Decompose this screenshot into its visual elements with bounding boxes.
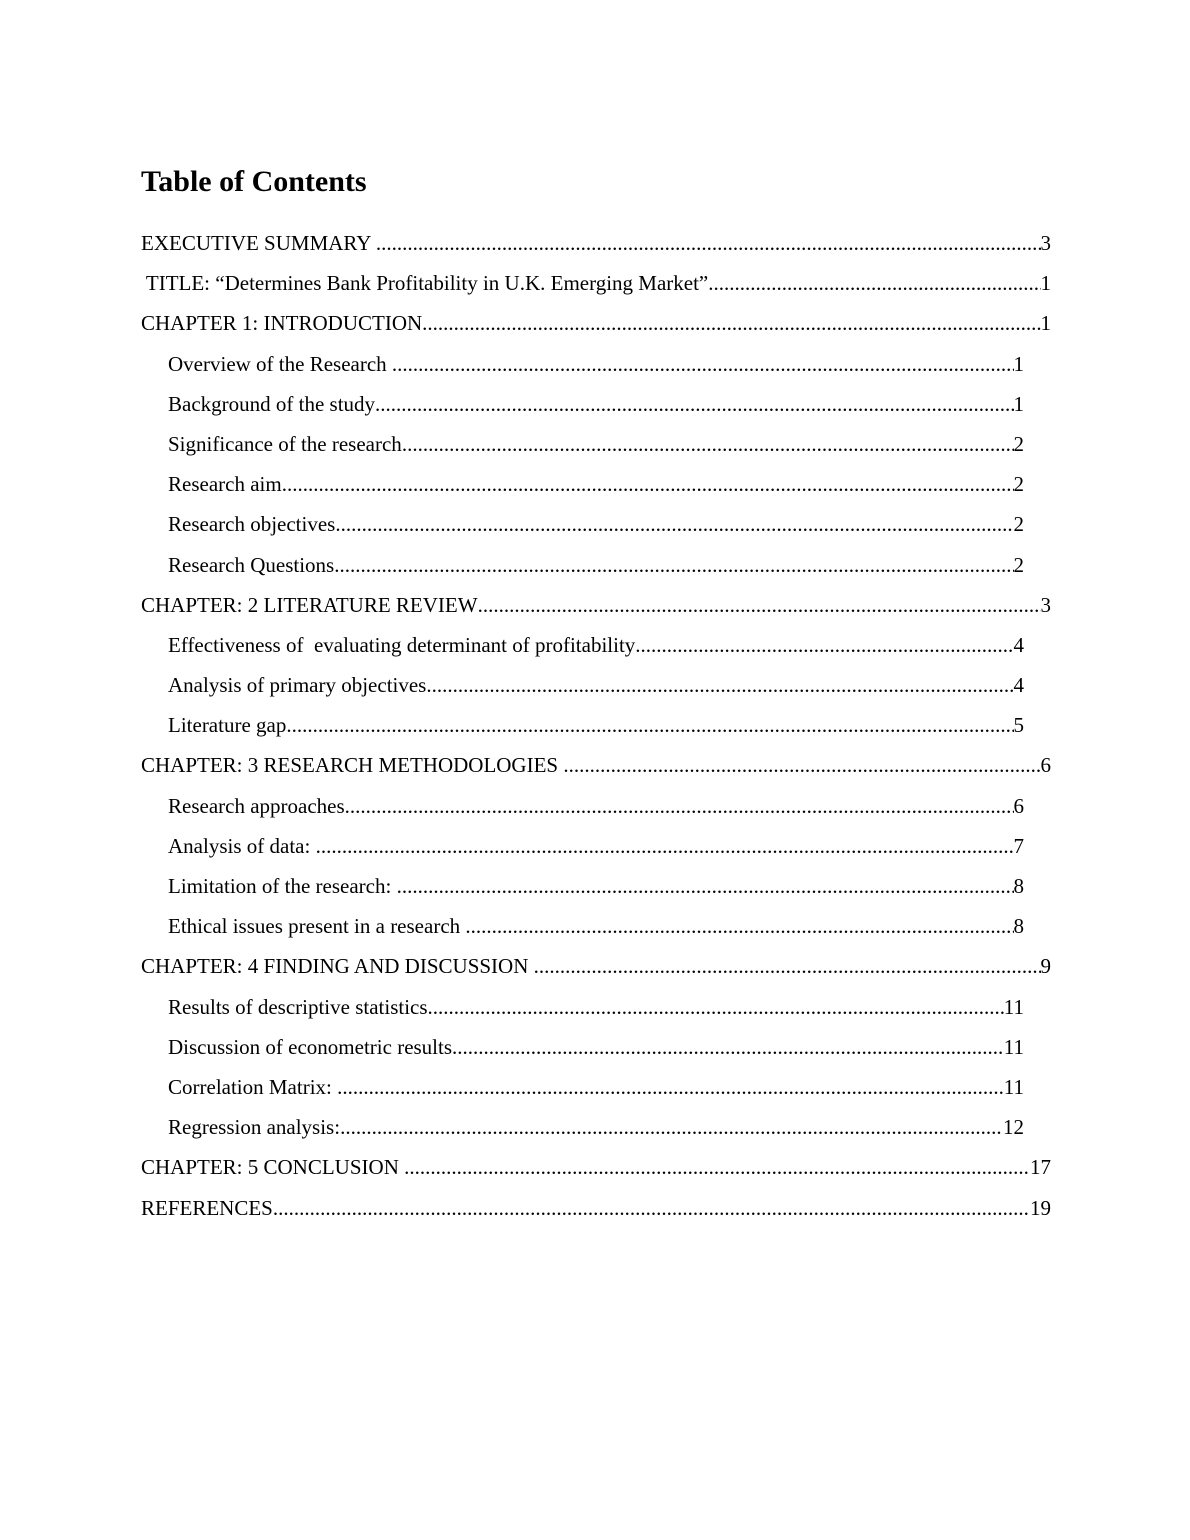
toc-subentry[interactable] <box>168 909 1024 949</box>
toc-entry-row[interactable] <box>168 869 1024 903</box>
toc-dot-leader <box>452 1030 1004 1064</box>
toc-dot-leader <box>708 266 1040 300</box>
toc-entry-label: Overview of the Research <box>168 351 392 376</box>
toc-entry-label: CHAPTER: 3 RESEARCH METHODOLOGIES <box>141 753 564 778</box>
toc-entry-row[interactable] <box>141 748 1051 782</box>
toc-page-number: 4 <box>1013 673 1024 698</box>
toc-entry-row[interactable] <box>168 548 1024 582</box>
toc-page-number: 8 <box>1013 914 1024 939</box>
toc-entry-row[interactable] <box>168 990 1024 1024</box>
toc-page-number: 19 <box>1030 1195 1051 1220</box>
toc-entry[interactable] <box>141 1150 1051 1190</box>
toc-dot-leader <box>478 588 1041 622</box>
toc-entry-label: Literature gap <box>168 713 287 738</box>
toc-page-number: 2 <box>1013 512 1024 537</box>
toc-page-number: 6 <box>1040 753 1051 778</box>
toc-entry-label: Significance of the research <box>168 431 402 456</box>
toc-dot-leader <box>404 1150 1030 1184</box>
toc-entry-label: Analysis of data: <box>168 833 316 858</box>
toc-dot-leader <box>402 427 1014 461</box>
toc-entry-label: Research Questions <box>168 552 335 577</box>
toc-entry[interactable] <box>141 949 1051 989</box>
toc-entry-row[interactable] <box>141 949 1051 983</box>
toc-page-number: 6 <box>1013 793 1024 818</box>
toc-page-number: 11 <box>1003 994 1024 1019</box>
toc-dot-leader <box>465 909 1013 943</box>
toc-entry-row[interactable] <box>141 1150 1051 1184</box>
toc-subentry[interactable] <box>168 990 1024 1030</box>
toc-dot-leader <box>334 548 1013 582</box>
toc-entry-row[interactable] <box>168 347 1024 381</box>
toc-page-number: 7 <box>1013 833 1024 858</box>
toc-dot-leader <box>337 1070 1004 1104</box>
toc-entry-row[interactable] <box>141 588 1051 622</box>
toc-dot-leader <box>335 507 1013 541</box>
toc-subentry[interactable] <box>168 387 1024 427</box>
toc-subentry[interactable] <box>168 427 1024 467</box>
toc-entry-row[interactable] <box>141 266 1051 300</box>
toc-subentry[interactable] <box>168 1110 1024 1150</box>
toc-entry-label: Research approaches <box>168 793 345 818</box>
toc-page-number: 2 <box>1013 472 1024 497</box>
toc-page-number: 12 <box>1003 1115 1024 1140</box>
toc-page-number: 1 <box>1013 391 1024 416</box>
toc-subentry[interactable] <box>168 507 1024 547</box>
toc-page-number: 1 <box>1040 271 1051 296</box>
toc-entry-row[interactable] <box>168 427 1024 461</box>
toc-entry-row[interactable] <box>168 387 1024 421</box>
toc-page-number: 9 <box>1040 954 1051 979</box>
toc-entry-label: CHAPTER: 2 LITERATURE REVIEW <box>141 592 478 617</box>
toc-dot-leader <box>534 949 1041 983</box>
toc-dot-leader <box>345 789 1014 823</box>
toc-entry-row[interactable] <box>168 507 1024 541</box>
toc-page-number: 11 <box>1003 1074 1024 1099</box>
toc-entry-row[interactable] <box>141 226 1051 260</box>
toc-entry-label: Ethical issues present in a research <box>168 914 466 939</box>
toc-subentry[interactable] <box>168 467 1024 507</box>
toc-dot-leader <box>273 1191 1030 1225</box>
toc-entry[interactable] <box>141 1191 1051 1231</box>
toc-entry-row[interactable] <box>168 628 1024 662</box>
toc-dot-leader <box>286 708 1013 742</box>
toc-entry-row[interactable] <box>168 829 1024 863</box>
toc-dot-leader <box>376 226 1041 260</box>
toc-subentry[interactable] <box>168 829 1024 869</box>
toc-entry-label: Regression analysis: <box>168 1115 341 1140</box>
toc-page-number: 3 <box>1040 231 1051 255</box>
toc-page-number: 8 <box>1013 874 1024 898</box>
toc-entry-label: Results of descriptive statistics <box>168 994 428 1019</box>
toc-page-number: 1 <box>1013 351 1024 376</box>
toc-dot-leader <box>316 829 1014 863</box>
toc-page-number: 3 <box>1040 592 1051 617</box>
toc-entry-row[interactable] <box>168 668 1024 702</box>
toc-entry-label: Limitation of the research: <box>168 874 397 898</box>
toc-dot-leader <box>422 306 1040 340</box>
toc-entry-label: Discussion of econometric results <box>168 1034 453 1059</box>
toc-entry-label: Research aim <box>168 472 282 497</box>
toc-entry-label: CHAPTER 1: INTRODUCTION <box>141 311 423 336</box>
toc-subentry[interactable] <box>168 668 1024 708</box>
toc-page-number: 5 <box>1013 713 1024 738</box>
toc-entry-row[interactable] <box>168 708 1024 742</box>
toc-list <box>0 226 1190 1231</box>
toc-heading: Table of Contents <box>141 165 367 198</box>
toc-entry-label: Effectiveness of evaluating determinant of profitability <box>168 632 636 657</box>
toc-page-number: 4 <box>1013 632 1024 657</box>
toc-page-number: 1 <box>1040 311 1051 336</box>
toc-entry[interactable] <box>141 588 1051 628</box>
toc-entry[interactable] <box>141 748 1051 788</box>
toc-page-number: 2 <box>1013 431 1024 456</box>
toc-dot-leader <box>426 668 1013 702</box>
toc-page-number: 17 <box>1030 1155 1051 1180</box>
toc-subentry[interactable] <box>168 789 1024 829</box>
toc-dot-leader <box>563 748 1040 782</box>
toc-entry-row[interactable] <box>168 909 1024 943</box>
toc-entry-label: Research objectives <box>168 512 336 537</box>
toc-entry-row[interactable] <box>168 1110 1024 1144</box>
toc-subentry[interactable] <box>168 869 1024 909</box>
toc-subentry[interactable] <box>168 548 1024 588</box>
toc-subentry[interactable] <box>168 628 1024 668</box>
toc-entry-label: Correlation Matrix: <box>168 1074 338 1099</box>
toc-entry-row[interactable] <box>141 1191 1051 1225</box>
toc-dot-leader <box>375 387 1013 421</box>
toc-entry-row[interactable] <box>168 789 1024 823</box>
toc-entry-label: CHAPTER: 5 CONCLUSION <box>141 1155 405 1180</box>
toc-dot-leader <box>340 1110 1003 1144</box>
toc-subentry[interactable] <box>168 708 1024 748</box>
toc-dot-leader <box>428 990 1004 1024</box>
toc-dot-leader <box>397 869 1014 903</box>
toc-entry[interactable] <box>141 306 1051 346</box>
toc-entry-label: Background of the study <box>168 391 376 416</box>
toc-entry-row[interactable] <box>141 306 1051 340</box>
toc-entry-label: TITLE: “Determines Bank Profitability in U.K. Emerging Market” <box>141 271 709 296</box>
toc-page-number: 2 <box>1013 552 1024 577</box>
toc-dot-leader <box>392 347 1014 381</box>
toc-entry-row[interactable] <box>168 467 1024 501</box>
toc-entry-label: Analysis of primary objectives <box>168 673 427 698</box>
toc-dot-leader <box>635 628 1013 662</box>
toc-page-number: 11 <box>1003 1034 1024 1059</box>
toc-entry-row[interactable] <box>168 1070 1024 1104</box>
toc-entry-row[interactable] <box>168 1030 1024 1064</box>
toc-subentry[interactable] <box>168 1030 1024 1070</box>
toc-subentry[interactable] <box>168 1070 1024 1110</box>
toc-entry[interactable] <box>141 226 1051 266</box>
toc-entry-label: CHAPTER: 4 FINDING AND DISCUSSION <box>141 954 534 979</box>
toc-entry-label: EXECUTIVE SUMMARY <box>141 231 376 255</box>
toc-dot-leader <box>282 467 1014 501</box>
toc-entry-label: REFERENCES <box>141 1195 273 1220</box>
toc-entry[interactable] <box>141 266 1051 306</box>
toc-subentry[interactable] <box>168 347 1024 387</box>
